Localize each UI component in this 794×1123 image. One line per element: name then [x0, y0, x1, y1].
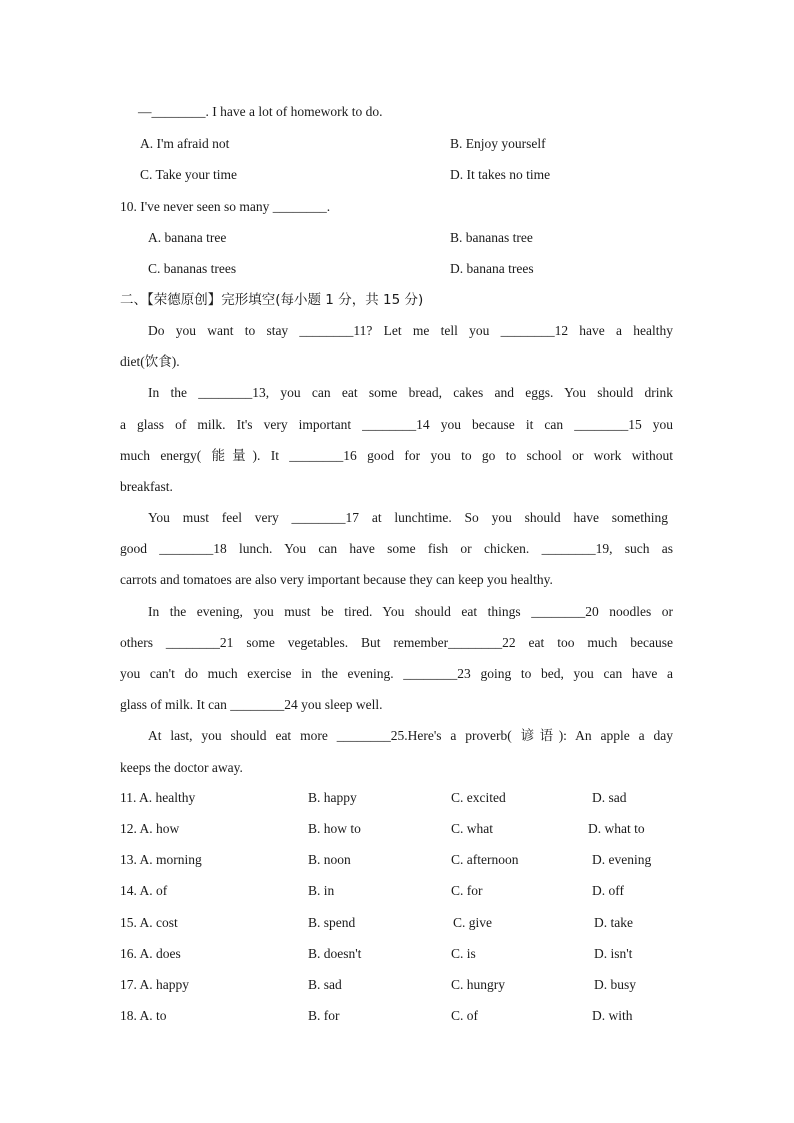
answer-row	[120, 1008, 680, 1026]
answer-option-c: C. of	[451, 1008, 478, 1023]
answer-option-c: C. is	[451, 946, 476, 961]
q9-option-a: A. I'm afraid not	[140, 136, 230, 151]
answer-option-c: C. excited	[451, 790, 506, 805]
answer-option-d: D. with	[592, 1008, 633, 1023]
answer-option-b: B. in	[308, 883, 335, 898]
passage-line: At last, you should eat more ________25.Here's a proverb( 谚语): An apple a day	[148, 728, 673, 743]
answer-row	[120, 821, 680, 839]
answer-option-d: D. evening	[592, 852, 652, 867]
passage-line: breakfast.	[120, 479, 173, 494]
answer-row	[120, 915, 680, 933]
answer-row	[120, 946, 680, 964]
answer-option-b: B. how to	[308, 821, 361, 836]
answer-row	[120, 977, 680, 995]
answer-option-c: C. give	[453, 915, 492, 930]
q9-option-c: C. Take your time	[140, 167, 238, 182]
answer-option-d: D. off	[592, 883, 624, 898]
answer-option-a: 18. A. to	[120, 1008, 167, 1023]
passage-line: good ________18 lunch. You can have some fish or chicken. ________19, such as	[120, 541, 673, 556]
answer-option-a: 17. A. happy	[120, 977, 189, 992]
answer-option-d: D. take	[594, 915, 633, 930]
passage-line: In the ________13, you can eat some bread, cakes and eggs. You should drink	[148, 385, 673, 400]
q10-option-a: A. banana tree	[148, 230, 227, 245]
answer-option-a: 12. A. how	[120, 821, 180, 836]
q9-stem: —________. I have a lot of homework to do.	[138, 104, 383, 119]
answer-option-d: D. isn't	[594, 946, 633, 961]
passage-line: keeps the doctor away.	[120, 760, 243, 775]
answer-option-c: C. hungry	[451, 977, 505, 992]
q10-option-d: D. banana trees	[450, 261, 534, 276]
passage-line: much energy( 能量). It ________16 good for you to go to school or work without	[120, 448, 673, 463]
answer-option-c: C. for	[451, 883, 483, 898]
passage-line: carrots and tomatoes are also very important because they can keep you healthy.	[120, 572, 553, 587]
answer-option-b: B. noon	[308, 852, 351, 867]
passage-line: a glass of milk. It's very important ________14 you because it can ________15 you	[120, 417, 673, 432]
q9-option-d: D. It takes no time	[450, 167, 551, 182]
passage-line: others ________21 some vegetables. But remember________22 eat too much because	[120, 635, 673, 650]
passage-line: glass of milk. It can ________24 you sleep well.	[120, 697, 383, 712]
answer-option-b: B. spend	[308, 915, 356, 930]
passage-line: You must feel very ________17 at lunchtime. So you should have something	[148, 510, 668, 525]
passage-line: Do you want to stay ________11? Let me tell you ________12 have a healthy	[148, 323, 673, 338]
answer-option-d: D. sad	[592, 790, 627, 805]
answer-option-a: 11. A. healthy	[120, 790, 196, 805]
answer-option-a: 15. A. cost	[120, 915, 178, 930]
answer-row	[120, 883, 680, 901]
passage-line: diet(饮食).	[120, 354, 180, 369]
answer-option-c: C. what	[451, 821, 493, 836]
answer-option-b: B. doesn't	[308, 946, 362, 961]
q10-stem: 10. I've never seen so many ________.	[120, 199, 331, 214]
answer-option-d: D. what to	[588, 821, 645, 836]
answer-option-b: B. for	[308, 1008, 340, 1023]
answer-option-a: 14. A. of	[120, 883, 168, 898]
answer-option-c: C. afternoon	[451, 852, 519, 867]
answer-option-b: B. sad	[308, 977, 342, 992]
q10-option-b: B. bananas tree	[450, 230, 533, 245]
section-title: 二、【荣德原创】完形填空(每小题 1 分，共 15 分)	[120, 292, 424, 308]
passage-line: you can't do much exercise in the evening. ________23 going to bed, you can have a	[120, 666, 673, 681]
answer-row	[120, 852, 680, 870]
answer-option-a: 16. A. does	[120, 946, 181, 961]
answer-option-d: D. busy	[594, 977, 637, 992]
answer-option-b: B. happy	[308, 790, 357, 805]
answer-option-a: 13. A. morning	[120, 852, 202, 867]
passage-line: In the evening, you must be tired. You should eat things ________20 noodles or	[148, 604, 673, 619]
answer-row	[120, 790, 680, 808]
q10-option-c: C. bananas trees	[148, 261, 237, 276]
q9-option-b: B. Enjoy yourself	[450, 136, 546, 151]
